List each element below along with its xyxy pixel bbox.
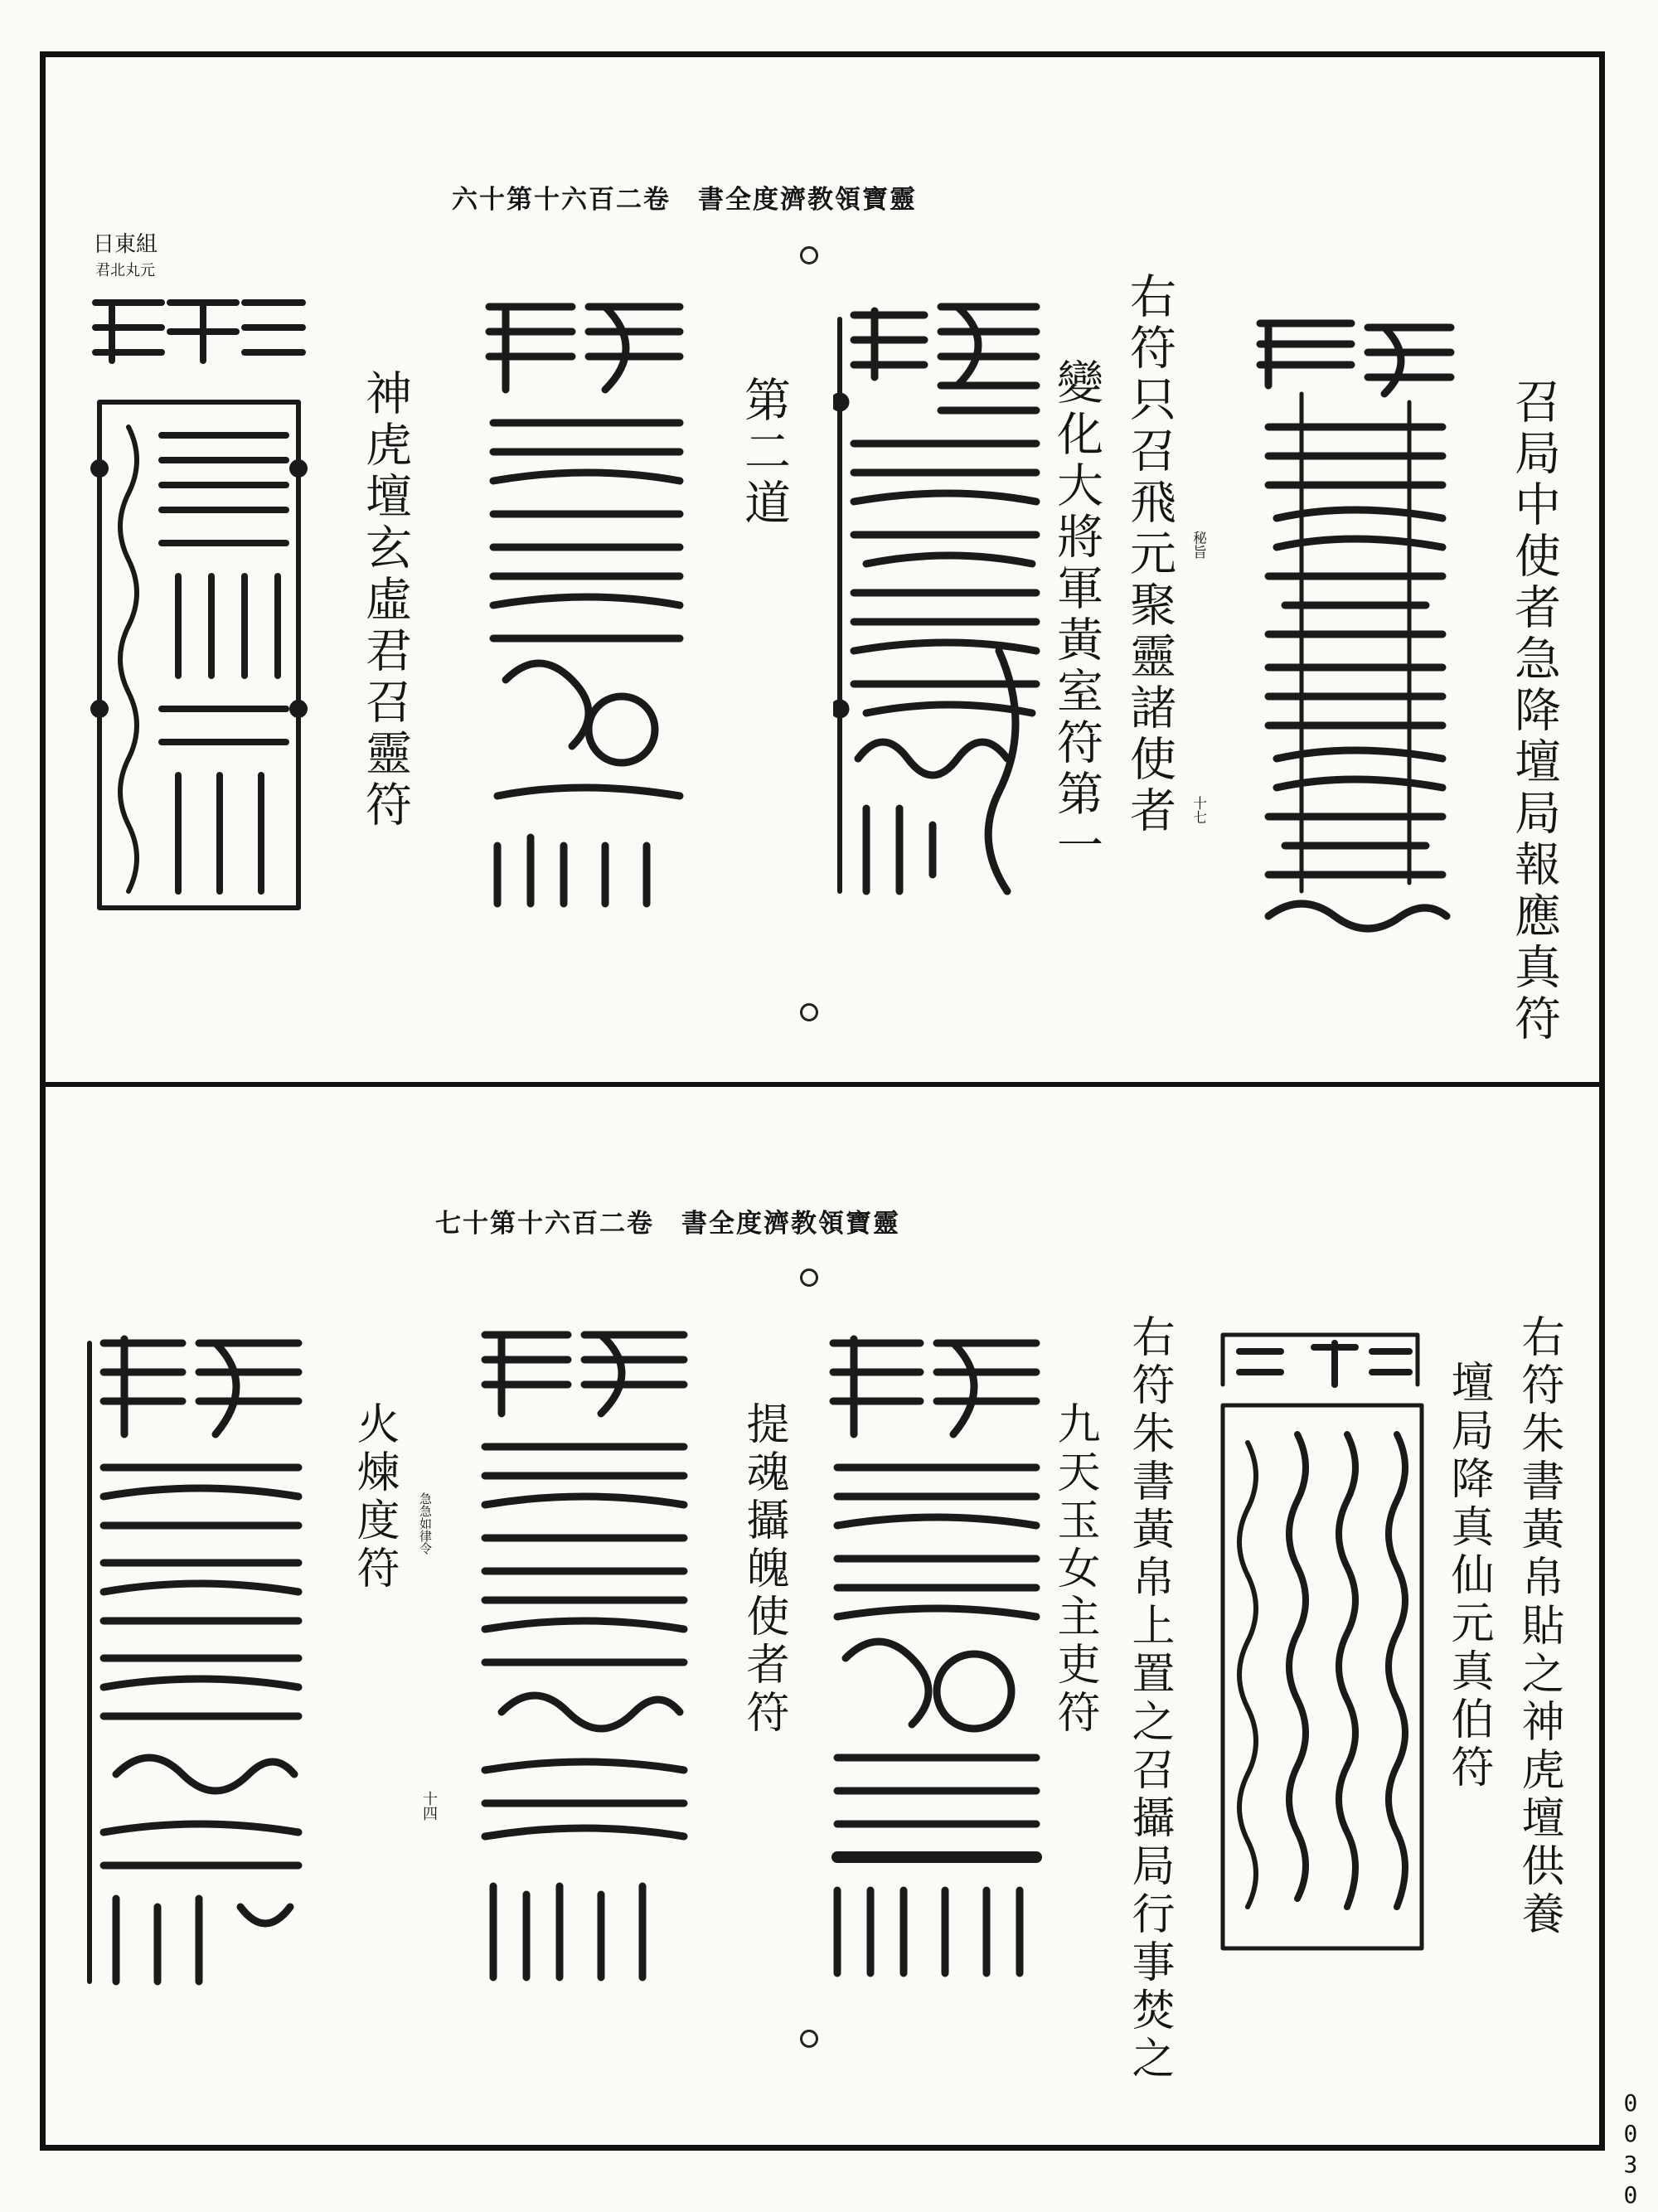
lower-column-5: 提魂攝魄使者符 xyxy=(739,1401,788,1738)
page-number xyxy=(1618,2089,1643,2212)
upper-header: 六十第十六百二卷 書全度濟教領寶靈 xyxy=(452,185,917,215)
lower-header: 七十第十六百二卷 書全度濟教領寶靈 xyxy=(435,1209,900,1239)
lower-column-1: 右符朱書黃帛貼之神虎壇供養 xyxy=(1514,1314,1563,1939)
upper-column-4: 第二道 xyxy=(737,376,791,530)
upper-column-3: 變化大將軍黃室符第一 xyxy=(1050,358,1103,872)
talisman-seal-upper-right xyxy=(1252,311,1459,941)
binding-hole-icon xyxy=(800,1269,818,1287)
lower-note-2: 十四 xyxy=(420,1791,438,1821)
binding-hole-icon xyxy=(800,1003,818,1021)
talisman-seal-lower-mid-right xyxy=(821,1327,1049,1982)
binding-hole-icon xyxy=(800,246,818,264)
talisman-seal-lower-right xyxy=(1214,1327,1430,1965)
lower-column-4: 九天玉女主吏符 xyxy=(1050,1401,1099,1738)
page-divider xyxy=(40,1082,1605,1087)
lower-column-3: 右符朱書黃帛上置之召攝局行事焚之 xyxy=(1124,1314,1174,2083)
upper-left-talisman-sublabel: 君北丸元 xyxy=(95,262,155,279)
talisman-seal-lower-mid-left xyxy=(477,1322,692,1986)
page-number-text: 0030 xyxy=(1617,2089,1645,2212)
talisman-seal-upper-mid-left xyxy=(481,298,688,912)
upper-column-2: 右符只召飛元聚靈諸使者 xyxy=(1122,272,1176,837)
lower-column-6: 火煉度符 xyxy=(349,1401,399,1594)
upper-note-2: 十七 xyxy=(1190,796,1206,824)
upper-note-1: 秘旨 xyxy=(1190,531,1206,559)
talisman-seal-lower-left xyxy=(83,1327,307,1990)
upper-left-talisman-label: 日東組 xyxy=(93,232,158,257)
lower-note-1: 急急如律令 xyxy=(418,1492,433,1555)
lower-column-2: 壇局降真仙元真伯符 xyxy=(1443,1360,1493,1792)
upper-column-1: 召局中使者急降壇局報應真符 xyxy=(1507,377,1561,1045)
talisman-seal-upper-left xyxy=(87,294,311,924)
binding-hole-icon xyxy=(800,2030,818,2048)
upper-column-5: 神虎壇玄虛君召靈符 xyxy=(358,369,412,832)
talisman-seal-upper-mid-right xyxy=(833,294,1049,908)
